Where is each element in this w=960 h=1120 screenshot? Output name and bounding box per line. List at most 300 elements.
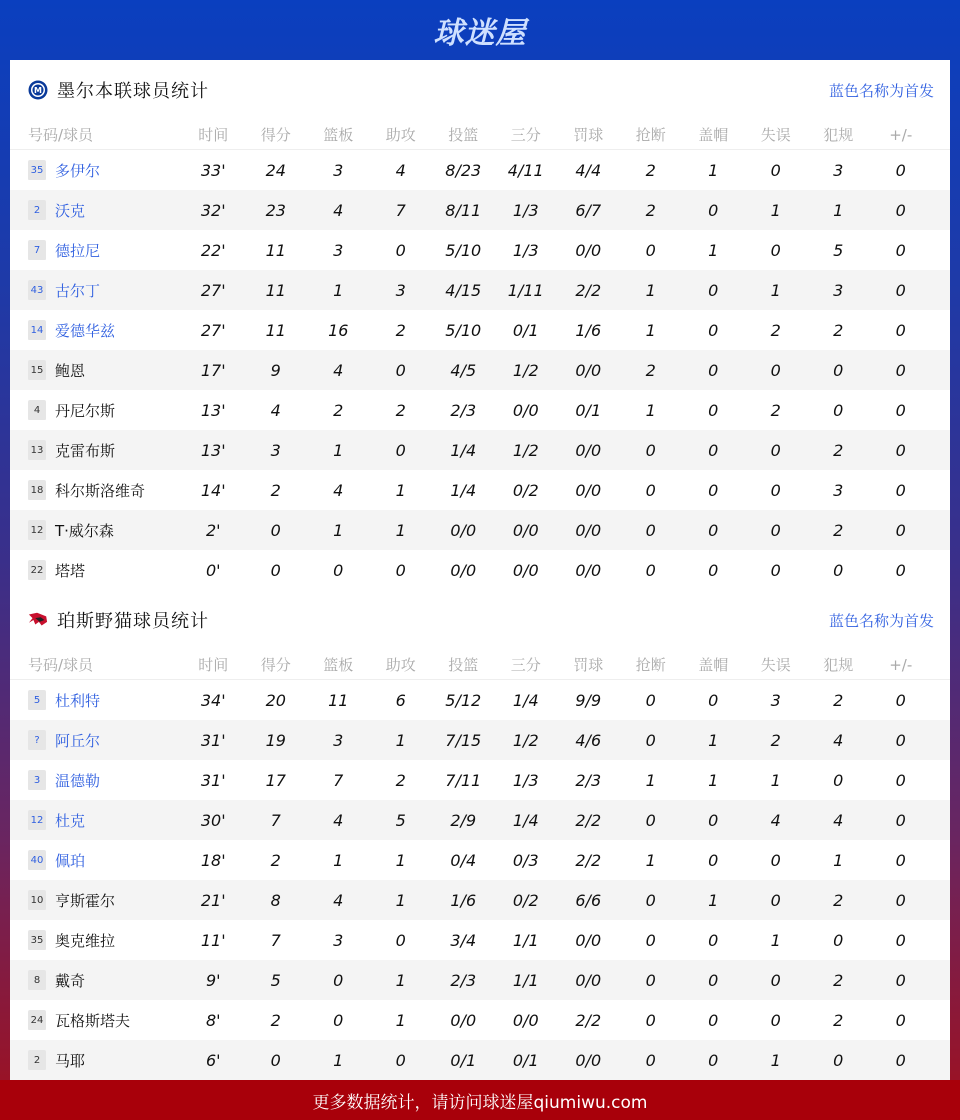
player-row[interactable]	[10, 800, 950, 840]
perth-wildcats-logo-icon	[28, 610, 48, 630]
stat-ast: 1	[395, 1010, 406, 1030]
stat-min: 13'	[200, 440, 226, 460]
header-pf[interactable]: 犯规	[823, 656, 854, 674]
stat-pts: 20	[265, 690, 286, 710]
player-cell[interactable]	[10, 770, 182, 791]
stat-min: 0'	[205, 560, 221, 580]
stat-pf: 1	[833, 200, 844, 220]
stat-tov: 1	[770, 1050, 781, 1070]
player-name[interactable]: 杜克	[55, 811, 86, 830]
jersey-number: 12	[28, 810, 46, 830]
stat-3p: 0/2	[512, 890, 539, 910]
stat-ast: 0	[395, 360, 406, 380]
player-row[interactable]	[10, 680, 950, 720]
player-row[interactable]	[10, 230, 950, 270]
stat-ft: 4/6	[575, 730, 602, 750]
stat-tov: 0	[770, 850, 781, 870]
header-stl[interactable]: 抢断	[635, 656, 666, 674]
stat-pm: 0	[895, 850, 906, 870]
stat-tov: 1	[770, 200, 781, 220]
stat-ast: 1	[395, 480, 406, 500]
player-name[interactable]: 戴奇	[55, 971, 86, 990]
stat-ft: 0/0	[575, 560, 602, 580]
stat-tov: 0	[770, 480, 781, 500]
jersey-number: 7	[28, 240, 46, 260]
player-name[interactable]: 亨斯霍尔	[55, 891, 116, 910]
stat-ft: 6/7	[575, 200, 602, 220]
jersey-number: 43	[28, 280, 46, 300]
stat-min: 34'	[200, 690, 226, 710]
stat-min: 14'	[200, 480, 226, 500]
player-row[interactable]	[10, 760, 950, 800]
player-cell[interactable]	[10, 320, 182, 341]
player-row[interactable]	[10, 390, 950, 430]
stat-pts: 2	[270, 1010, 281, 1030]
header-ast[interactable]: 助攻	[385, 656, 416, 674]
header-stl[interactable]: 抢断	[635, 126, 666, 144]
stat-pm: 0	[895, 1010, 906, 1030]
stat-ft: 0/0	[575, 480, 602, 500]
stat-pm: 0	[895, 1050, 906, 1070]
jersey-number: 22	[28, 560, 46, 580]
header-3p[interactable]: 三分	[510, 126, 541, 144]
stat-blk: 0	[708, 560, 719, 580]
stat-fg: 4/5	[450, 360, 477, 380]
header-pts[interactable]: 得分	[260, 656, 291, 674]
stat-blk: 0	[708, 810, 719, 830]
stat-reb: 3	[333, 930, 344, 950]
team-section	[10, 60, 950, 590]
player-cell[interactable]	[10, 1050, 182, 1071]
stat-reb: 2	[333, 400, 344, 420]
stat-min: 6'	[205, 1050, 221, 1070]
stat-stl: 0	[645, 1050, 656, 1070]
stat-pts: 0	[270, 560, 281, 580]
site-header	[0, 0, 960, 60]
stat-min: 9'	[205, 970, 221, 990]
stat-blk: 0	[708, 200, 719, 220]
player-name[interactable]: 杜利特	[55, 691, 101, 710]
stat-min: 17'	[200, 360, 226, 380]
stat-pts: 2	[270, 850, 281, 870]
stat-fg: 2/3	[450, 970, 477, 990]
stat-stl: 0	[645, 520, 656, 540]
stat-pm: 0	[895, 440, 906, 460]
player-name[interactable]: 瓦格斯塔夫	[55, 1011, 131, 1030]
stat-reb: 16	[328, 320, 349, 340]
header-reb[interactable]: 篮板	[323, 656, 354, 674]
stat-pm: 0	[895, 320, 906, 340]
stat-fg: 7/11	[445, 770, 482, 790]
player-cell[interactable]	[10, 200, 182, 221]
stat-min: 27'	[200, 280, 226, 300]
stat-ast: 0	[395, 930, 406, 950]
player-cell[interactable]	[10, 560, 182, 581]
player-name[interactable]: T·威尔森	[55, 521, 114, 540]
stat-pf: 2	[833, 690, 844, 710]
team-title	[10, 60, 950, 120]
stat-ast: 5	[395, 810, 406, 830]
player-name[interactable]: 古尔丁	[55, 281, 101, 300]
player-cell[interactable]	[10, 810, 182, 831]
stat-fg: 8/11	[445, 200, 482, 220]
player-cell[interactable]	[10, 360, 182, 381]
stat-stl: 0	[645, 890, 656, 910]
stat-reb: 1	[333, 1050, 344, 1070]
stat-pts: 23	[265, 200, 286, 220]
stat-pts: 9	[270, 360, 281, 380]
starter-legend: 蓝色名称为首发	[828, 81, 934, 100]
player-cell[interactable]	[10, 730, 182, 751]
player-name[interactable]: 克雷布斯	[55, 441, 116, 460]
jersey-number: 5	[28, 690, 46, 710]
jersey-number: 35	[28, 930, 46, 950]
stat-3p: 1/1	[512, 930, 539, 950]
stat-pts: 17	[265, 770, 286, 790]
stat-fg: 8/23	[445, 160, 482, 180]
jersey-number: 8	[28, 970, 46, 990]
player-name[interactable]: 鲍恩	[55, 361, 86, 380]
stat-pm: 0	[895, 240, 906, 260]
player-cell[interactable]	[10, 480, 182, 501]
player-row[interactable]	[10, 720, 950, 760]
stat-tov: 0	[770, 970, 781, 990]
stat-pf: 2	[833, 320, 844, 340]
player-name[interactable]: 温德勒	[55, 771, 101, 790]
player-cell[interactable]	[10, 520, 182, 541]
stat-stl: 0	[645, 480, 656, 500]
stat-tov: 0	[770, 890, 781, 910]
stat-stl: 0	[645, 440, 656, 460]
header-ast[interactable]: 助攻	[385, 126, 416, 144]
player-row[interactable]	[10, 1000, 950, 1040]
stat-pf: 4	[833, 730, 844, 750]
stat-blk: 0	[708, 930, 719, 950]
stat-fg: 0/4	[450, 850, 477, 870]
header-tov[interactable]: 失误	[760, 126, 791, 144]
stat-reb: 0	[333, 1010, 344, 1030]
stat-blk: 0	[708, 440, 719, 460]
jersey-number: 35	[28, 160, 46, 180]
stat-ft: 0/0	[575, 1050, 602, 1070]
stat-min: 22'	[200, 240, 226, 260]
stat-pf: 4	[833, 810, 844, 830]
player-name[interactable]: 科尔斯洛维奇	[55, 481, 146, 500]
header-pts[interactable]: 得分	[260, 126, 291, 144]
stat-pts: 11	[265, 280, 286, 300]
stat-blk: 1	[708, 240, 719, 260]
stat-3p: 0/2	[512, 480, 539, 500]
stat-min: 31'	[200, 770, 226, 790]
stat-pf: 0	[833, 360, 844, 380]
stat-ast: 0	[395, 1050, 406, 1070]
jersey-number: 2	[28, 1050, 46, 1070]
header-reb[interactable]: 篮板	[323, 126, 354, 144]
stat-min: 31'	[200, 730, 226, 750]
stat-fg: 1/6	[450, 890, 477, 910]
stat-blk: 0	[708, 480, 719, 500]
stat-pts: 24	[265, 160, 286, 180]
stat-ft: 1/6	[575, 320, 602, 340]
player-name[interactable]: 奥克维拉	[55, 931, 116, 950]
stat-min: 32'	[200, 200, 226, 220]
stat-fg: 0/0	[450, 520, 477, 540]
player-row[interactable]	[10, 270, 950, 310]
stat-3p: 1/4	[512, 810, 539, 830]
stat-fg: 0/0	[450, 560, 477, 580]
stat-fg: 5/12	[445, 690, 482, 710]
player-row[interactable]	[10, 840, 950, 880]
stat-blk: 1	[708, 730, 719, 750]
stat-pf: 2	[833, 440, 844, 460]
stat-3p: 0/0	[512, 400, 539, 420]
stat-tov: 0	[770, 440, 781, 460]
player-cell[interactable]	[10, 890, 182, 911]
stat-ast: 6	[395, 690, 406, 710]
stat-pm: 0	[895, 480, 906, 500]
site-logo[interactable]: 球迷屋	[433, 16, 527, 51]
stat-tov: 1	[770, 930, 781, 950]
player-row[interactable]	[10, 310, 950, 350]
stat-pts: 2	[270, 480, 281, 500]
jersey-number: 40	[28, 850, 46, 870]
player-row[interactable]	[10, 470, 950, 510]
player-row[interactable]	[10, 920, 950, 960]
stat-pts: 0	[270, 520, 281, 540]
stat-pm: 0	[895, 930, 906, 950]
player-row[interactable]	[10, 150, 950, 190]
player-row[interactable]	[10, 960, 950, 1000]
stat-pm: 0	[895, 160, 906, 180]
stat-pm: 0	[895, 890, 906, 910]
stat-fg: 3/4	[450, 930, 477, 950]
stat-fg: 2/9	[450, 810, 477, 830]
stat-3p: 1/1	[512, 970, 539, 990]
stat-3p: 1/2	[512, 360, 539, 380]
stat-ft: 2/2	[575, 280, 602, 300]
stat-pts: 0	[270, 1050, 281, 1070]
stat-pf: 0	[833, 1050, 844, 1070]
stat-ast: 1	[395, 520, 406, 540]
jersey-number: 10	[28, 890, 46, 910]
header-min[interactable]: 时间	[198, 656, 229, 674]
player-cell[interactable]	[10, 240, 182, 261]
stat-pf: 2	[833, 1010, 844, 1030]
stat-ast: 0	[395, 440, 406, 460]
player-row[interactable]	[10, 430, 950, 470]
stat-fg: 0/0	[450, 1010, 477, 1030]
player-cell[interactable]	[10, 160, 182, 181]
footer-banner[interactable]	[0, 1080, 960, 1120]
stat-pts: 3	[270, 440, 281, 460]
stat-stl: 0	[645, 1010, 656, 1030]
stat-tov: 0	[770, 520, 781, 540]
stat-ast: 1	[395, 730, 406, 750]
stat-ft: 0/0	[575, 440, 602, 460]
stat-pm: 0	[895, 730, 906, 750]
stat-3p: 1/3	[512, 240, 539, 260]
header-name[interactable]: 号码/球员	[28, 126, 94, 144]
stat-ast: 7	[395, 200, 406, 220]
stat-ft: 0/1	[575, 400, 602, 420]
stat-stl: 0	[645, 930, 656, 950]
stat-ft: 0/0	[575, 520, 602, 540]
player-cell[interactable]	[10, 970, 182, 991]
header-3p[interactable]: 三分	[510, 656, 541, 674]
player-row[interactable]	[10, 510, 950, 550]
stat-pf: 3	[833, 480, 844, 500]
stat-pm: 0	[895, 970, 906, 990]
player-name[interactable]: 丹尼尔斯	[55, 401, 116, 420]
melbourne-united-logo-icon	[28, 80, 48, 100]
stat-blk: 1	[708, 770, 719, 790]
stat-pts: 4	[270, 400, 281, 420]
player-name[interactable]: 多伊尔	[55, 161, 101, 180]
stat-ast: 1	[395, 890, 406, 910]
stat-ast: 4	[395, 160, 406, 180]
stat-3p: 1/2	[512, 440, 539, 460]
stat-3p: 0/0	[512, 520, 539, 540]
stat-pm: 0	[895, 360, 906, 380]
stat-pf: 0	[833, 770, 844, 790]
stat-stl: 1	[645, 770, 656, 790]
stat-blk: 1	[708, 890, 719, 910]
stat-ast: 0	[395, 560, 406, 580]
stat-3p: 1/3	[512, 770, 539, 790]
team-section	[10, 590, 950, 1080]
header-blk[interactable]: 盖帽	[698, 126, 729, 144]
player-cell[interactable]	[10, 1010, 182, 1031]
header-pm[interactable]: +/-	[889, 125, 913, 144]
stat-reb: 4	[333, 200, 344, 220]
player-name[interactable]: 佩珀	[55, 851, 86, 870]
player-cell[interactable]	[10, 850, 182, 871]
player-row[interactable]	[10, 550, 950, 590]
stat-min: 11'	[200, 930, 226, 950]
header-pf[interactable]: 犯规	[823, 126, 854, 144]
stat-reb: 4	[333, 480, 344, 500]
stat-3p: 1/2	[512, 730, 539, 750]
stat-stl: 2	[645, 160, 656, 180]
player-row[interactable]	[10, 1040, 950, 1080]
stat-pm: 0	[895, 520, 906, 540]
stat-ft: 0/0	[575, 970, 602, 990]
stat-min: 21'	[200, 890, 226, 910]
player-name[interactable]: 塔塔	[55, 561, 86, 580]
header-ft[interactable]: 罚球	[573, 656, 604, 674]
stat-reb: 3	[333, 240, 344, 260]
stat-tov: 0	[770, 240, 781, 260]
stat-pf: 2	[833, 970, 844, 990]
player-name[interactable]: 爱德华兹	[55, 321, 116, 340]
stat-3p: 0/1	[512, 320, 539, 340]
jersey-number: 18	[28, 480, 46, 500]
stat-tov: 0	[770, 1010, 781, 1030]
jersey-number: ?	[28, 730, 46, 750]
stat-pts: 8	[270, 890, 281, 910]
stat-pf: 5	[833, 240, 844, 260]
stat-blk: 0	[708, 1050, 719, 1070]
table-header	[10, 650, 950, 680]
jersey-number: 15	[28, 360, 46, 380]
player-cell[interactable]	[10, 930, 182, 951]
stat-ft: 6/6	[575, 890, 602, 910]
header-pm[interactable]: +/-	[889, 655, 913, 674]
stat-ast: 3	[395, 280, 406, 300]
stat-min: 27'	[200, 320, 226, 340]
jersey-number: 2	[28, 200, 46, 220]
stat-pf: 0	[833, 930, 844, 950]
stat-stl: 1	[645, 320, 656, 340]
stat-stl: 0	[645, 970, 656, 990]
stat-min: 2'	[205, 520, 221, 540]
player-row[interactable]	[10, 880, 950, 920]
stat-blk: 0	[708, 400, 719, 420]
jersey-number: 3	[28, 770, 46, 790]
team-name: 墨尔本联球员统计	[57, 81, 209, 102]
stat-pf: 2	[833, 520, 844, 540]
player-cell[interactable]	[10, 690, 182, 711]
stat-pm: 0	[895, 770, 906, 790]
stat-tov: 3	[770, 690, 781, 710]
stat-ft: 2/2	[575, 850, 602, 870]
header-tov[interactable]: 失误	[760, 656, 791, 674]
stat-reb: 11	[328, 690, 349, 710]
stat-ft: 9/9	[575, 690, 602, 710]
player-cell[interactable]	[10, 400, 182, 421]
player-cell[interactable]	[10, 280, 182, 301]
stat-tov: 0	[770, 560, 781, 580]
stat-fg: 1/4	[450, 480, 477, 500]
stat-ft: 4/4	[575, 160, 602, 180]
header-fg[interactable]: 投篮	[448, 126, 479, 144]
stat-reb: 0	[333, 560, 344, 580]
player-cell[interactable]	[10, 440, 182, 461]
player-name[interactable]: 德拉尼	[55, 241, 101, 260]
header-ft[interactable]: 罚球	[573, 126, 604, 144]
player-name[interactable]: 沃克	[55, 201, 86, 220]
stat-blk: 1	[708, 160, 719, 180]
footer-text[interactable]: 更多数据统计，请访问球迷屋qiumiwu.com	[312, 1092, 648, 1113]
svg-text:M: M	[34, 86, 42, 95]
stat-pf: 3	[833, 160, 844, 180]
stat-ast: 2	[395, 770, 406, 790]
header-fg[interactable]: 投篮	[448, 656, 479, 674]
header-name[interactable]: 号码/球员	[28, 656, 94, 674]
player-row[interactable]	[10, 350, 950, 390]
player-name[interactable]: 阿丘尔	[55, 731, 101, 750]
jersey-number: 12	[28, 520, 46, 540]
stat-blk: 0	[708, 520, 719, 540]
stat-min: 18'	[200, 850, 226, 870]
header-min[interactable]: 时间	[198, 126, 229, 144]
stat-min: 13'	[200, 400, 226, 420]
team-title	[10, 590, 950, 650]
stat-reb: 4	[333, 810, 344, 830]
stat-stl: 0	[645, 240, 656, 260]
player-name[interactable]: 马耶	[55, 1051, 86, 1070]
stat-stl: 0	[645, 690, 656, 710]
stat-pts: 19	[265, 730, 286, 750]
stat-ft: 2/3	[575, 770, 602, 790]
stat-ast: 1	[395, 850, 406, 870]
player-row[interactable]	[10, 190, 950, 230]
header-blk[interactable]: 盖帽	[698, 656, 729, 674]
stat-reb: 0	[333, 970, 344, 990]
stat-pf: 0	[833, 560, 844, 580]
stat-stl: 2	[645, 360, 656, 380]
stat-fg: 7/15	[445, 730, 482, 750]
